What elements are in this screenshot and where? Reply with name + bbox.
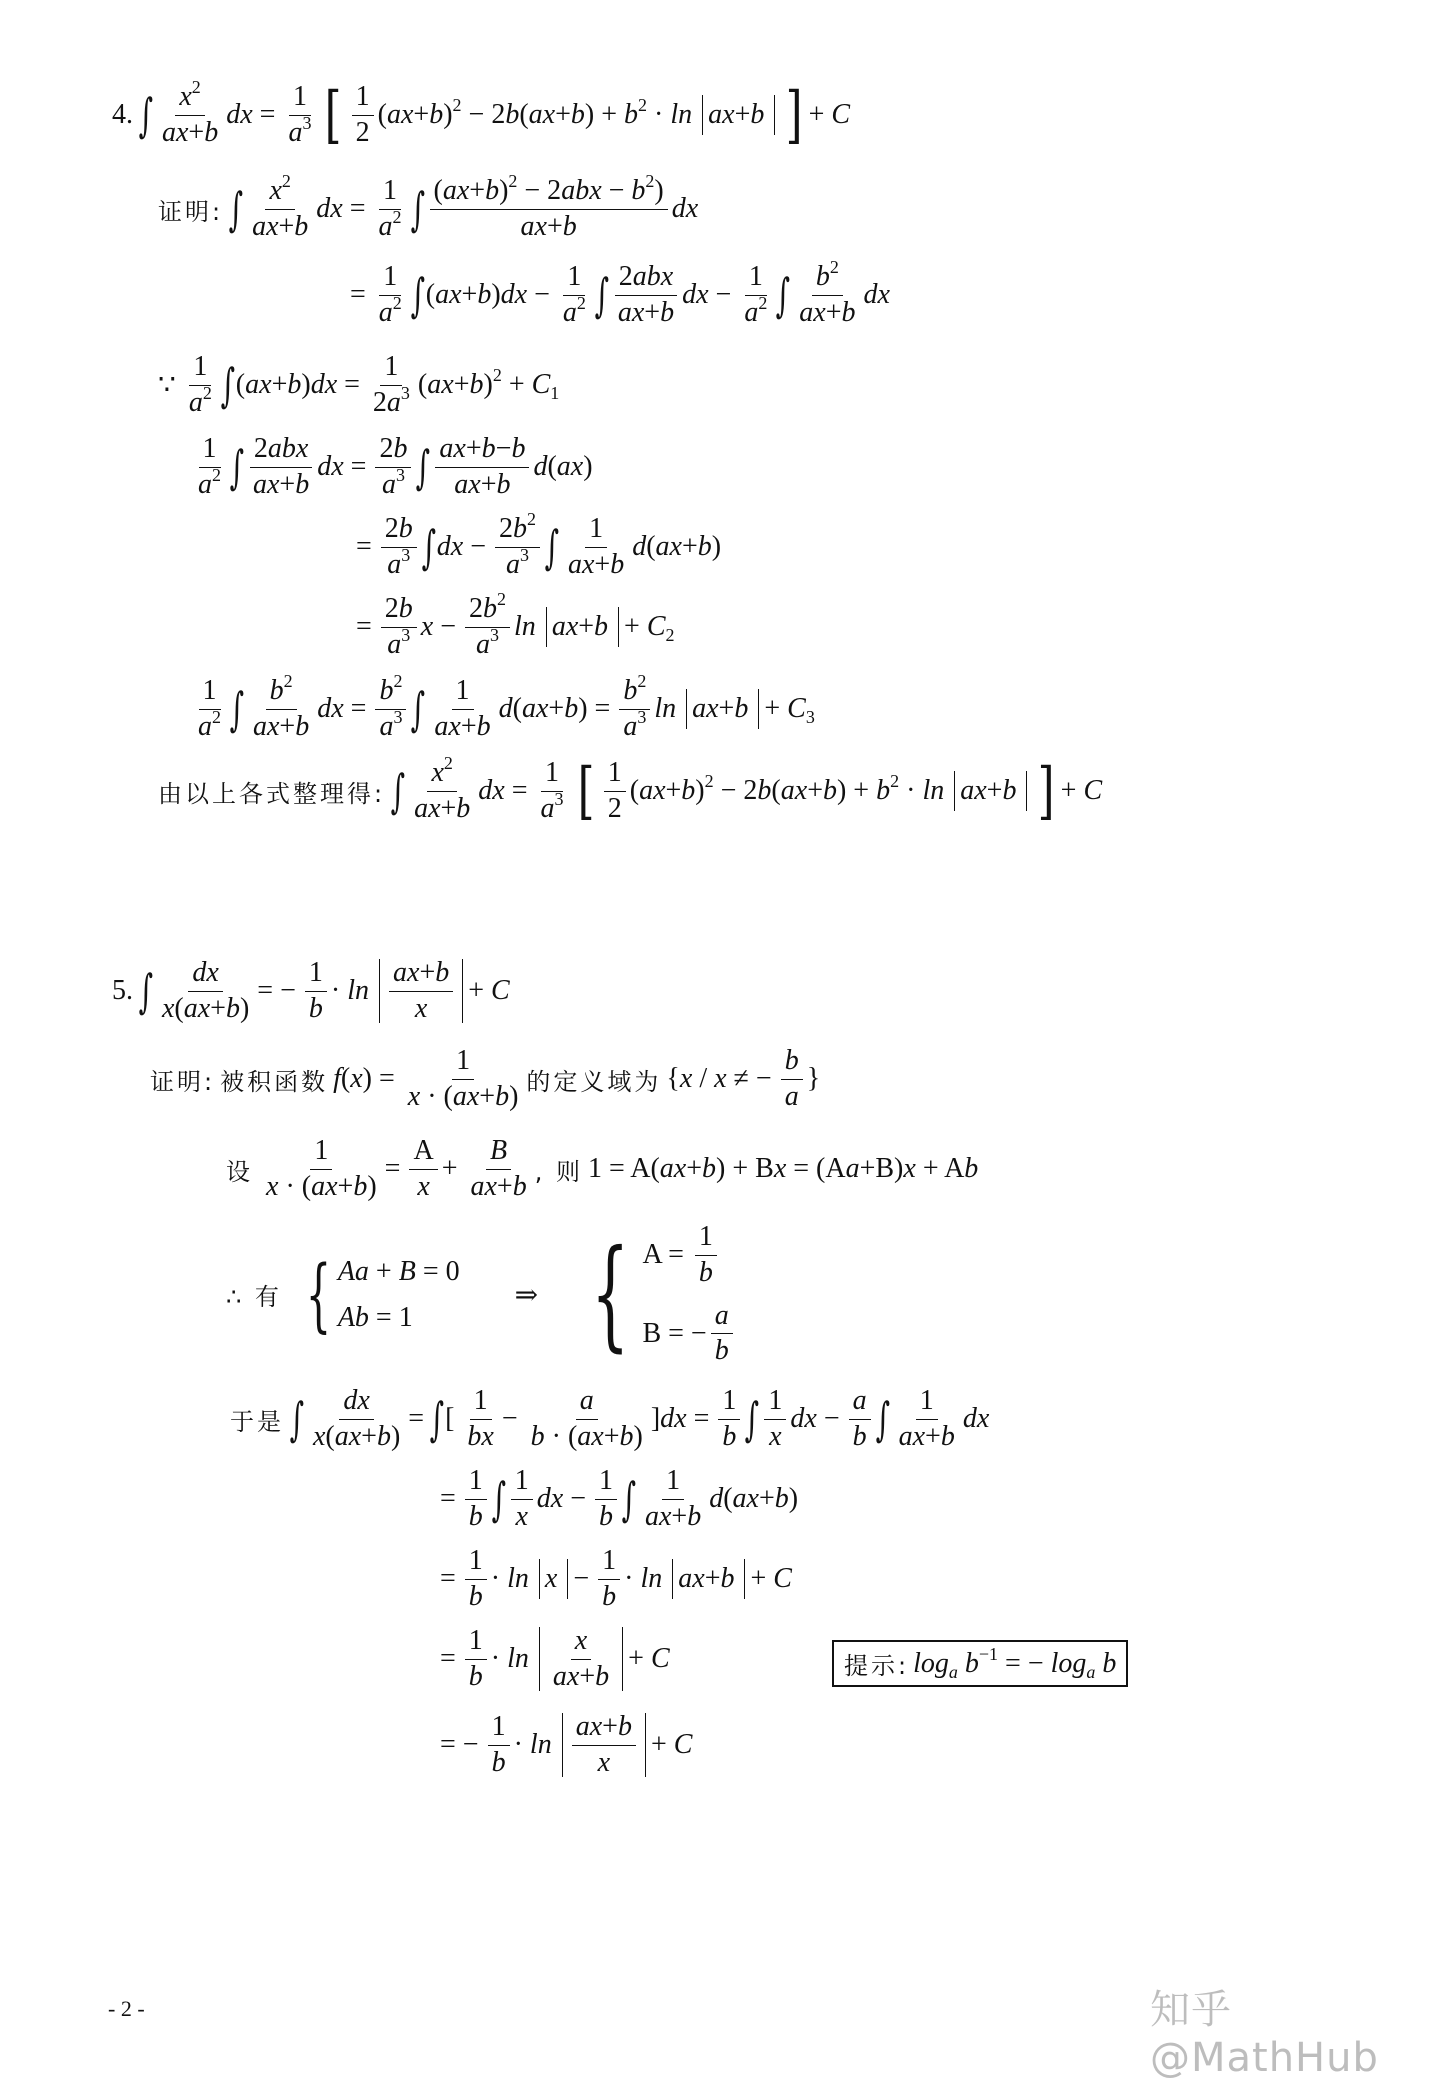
domain-text: 的定义域为 — [526, 1067, 662, 1096]
item-5-number: 5. — [112, 975, 133, 1007]
item-5-proof-label: 证明: — [150, 1067, 216, 1096]
item-5-step-5: = − $\frac{1}{b}$ · ln $\frac{ax+b}{x}$ + C — [440, 1711, 693, 1778]
item-4-proof-line-2: = $\frac{1}{a^2}$ ∫ (ax+b)dx − $\frac{1}{a^2}$ ∫ $\frac{\text{2abx}}{ax+b}$ dx − $\frac{1}{a^2}$ ∫ $\frac{b^2}{ax+b}$ dx — [350, 257, 890, 328]
integrand-text: 被积函数 — [220, 1067, 329, 1096]
set-text: 设 — [226, 1157, 253, 1186]
item-5-step-3: = $\frac{1}{b}$ · ln x − $\frac{1}{b}$ · ln ax+b + C — [440, 1545, 792, 1612]
item-4-line-2abx: $\frac{1}{a^2}$ ∫ $\frac{\text{2abx}}{ax+b}$ dx = $\frac{2b}{a^3}$ ∫ $\frac{ax+b-b}{ax+b}$ d(ax) — [198, 433, 593, 500]
item-4-summary-label: 由以上各式整理得: — [158, 779, 386, 808]
item-5-statement: 5. ∫ $\frac{dx}{x(ax+b)}$ = − $\frac{1}{b}$ · ln $\frac{ax+b}{x}$ + C — [112, 957, 510, 1024]
item-5-step-4: = $\frac{1}{b}$ · ln $\frac{x}{ax+b}$ + C — [440, 1625, 670, 1692]
item-5-step-2: = $\frac{1}{b}$ ∫ $\frac{1}{x}$ dx − $\frac{1}{b}$ ∫ $\frac{1}{ax+b}$ d(ax+b) — [440, 1465, 799, 1532]
item-4-because-line: ∵ $\frac{1}{a^2}$ ∫ (ax+b)dx = $\frac{1}{2a^3}$ $(ax+b)^2 + C_1$ — [158, 351, 560, 418]
item-4-proof-label: 证明: — [158, 197, 224, 226]
item-4-statement: 4. ∫ $\frac{x^2}{ax+b}$ dx = $\frac{1}{a^3}$ [ $\frac{1}{2}$ $(ax+b)^2 - 2b(ax+b) + b^2 \cdot \ln$ ax+b ] + C — [112, 77, 851, 152]
item-5-proof-line-1: 证明: 被积函数 f(x) = $\frac{1}{x \cdot (ax+b)}$ 的定义域为 {x / x ≠ − $\frac{b}{a}$ } — [150, 1045, 821, 1112]
item-4-line-2abx-step2: = $\frac{2b}{a^3}$ ∫ dx − $\frac{2b^2}{a^3}$ ∫ $\frac{1}{ax+b}$ d(ax+b) — [356, 509, 722, 580]
item-4-number: 4. — [112, 99, 133, 131]
item-5-yushi-line: 于是 ∫ $\frac{dx}{x(ax+b)}$ = ∫ [ $\frac{1}{bx}$ − $\frac{a}{b \cdot (ax+b)}$ ]dx = $\frac{1}{b}$ ∫ $\frac{1}{x}$ dx − $\frac{a}{b}$ ∫ $\frac{1}{ax+b}$ dx — [230, 1385, 990, 1452]
then-text: , 则 — [534, 1157, 583, 1186]
item-4-line-b2: $\frac{1}{a^2}$ ∫ $\frac{b^2}{ax+b}$ dx = $\frac{b^2}{a^3}$ ∫ $\frac{1}{ax+b}$ d(ax+b) = $\frac{b^2}{a^3}$ ln ax+b + $C_3$ — [198, 671, 815, 742]
hint-box: 提示: $\log_a b^{-1}$ = − $\log_a b$ — [832, 1640, 1128, 1687]
watermark: 知乎 @MathHub — [1150, 1987, 1379, 2081]
item-5-partial-fraction: 设 $\frac{1}{x \cdot (ax+b)}$ = $\frac{A}{x}$ + $\frac{B}{ax+b}$ , 则 1 = A(ax+b) + Bx = (Aa+B)x + Ab — [226, 1135, 979, 1202]
hint-label: 提示: — [844, 1652, 910, 1680]
therefore-text: ∴ 有 — [226, 1283, 282, 1312]
page-number: - 2 - — [108, 1996, 145, 2021]
yushi-text: 于是 — [230, 1407, 284, 1436]
item-4-line-2abx-step3: = $\frac{2b}{a^3}$ x − $\frac{2b^2}{a^3}$ ln ax+b + $C_2$ — [356, 589, 675, 660]
item-5-system: ∴ 有 { Aa + B = 0 Ab = 1 ⇒ { A = $\frac{1}{b}$ B = − $\frac{a}{b}$ — [226, 1222, 742, 1367]
item-4-summary: 由以上各式整理得: ∫ $\frac{x^2}{ax+b}$ dx = $\frac{1}{a^3}$ [ $\frac{1}{2}$ $(ax+b)^2 - 2b(ax+b) + b^2 \cdot \ln$ ax+b ] + C — [158, 753, 1103, 828]
item-4-proof-line-1: 证明: ∫ $\frac{x^2}{ax+b}$ dx = $\frac{1}{a^2}$ ∫ $\frac{(ax+b)^2 - 2abx - b^2)}{ax+b}$ dx — [158, 171, 699, 242]
